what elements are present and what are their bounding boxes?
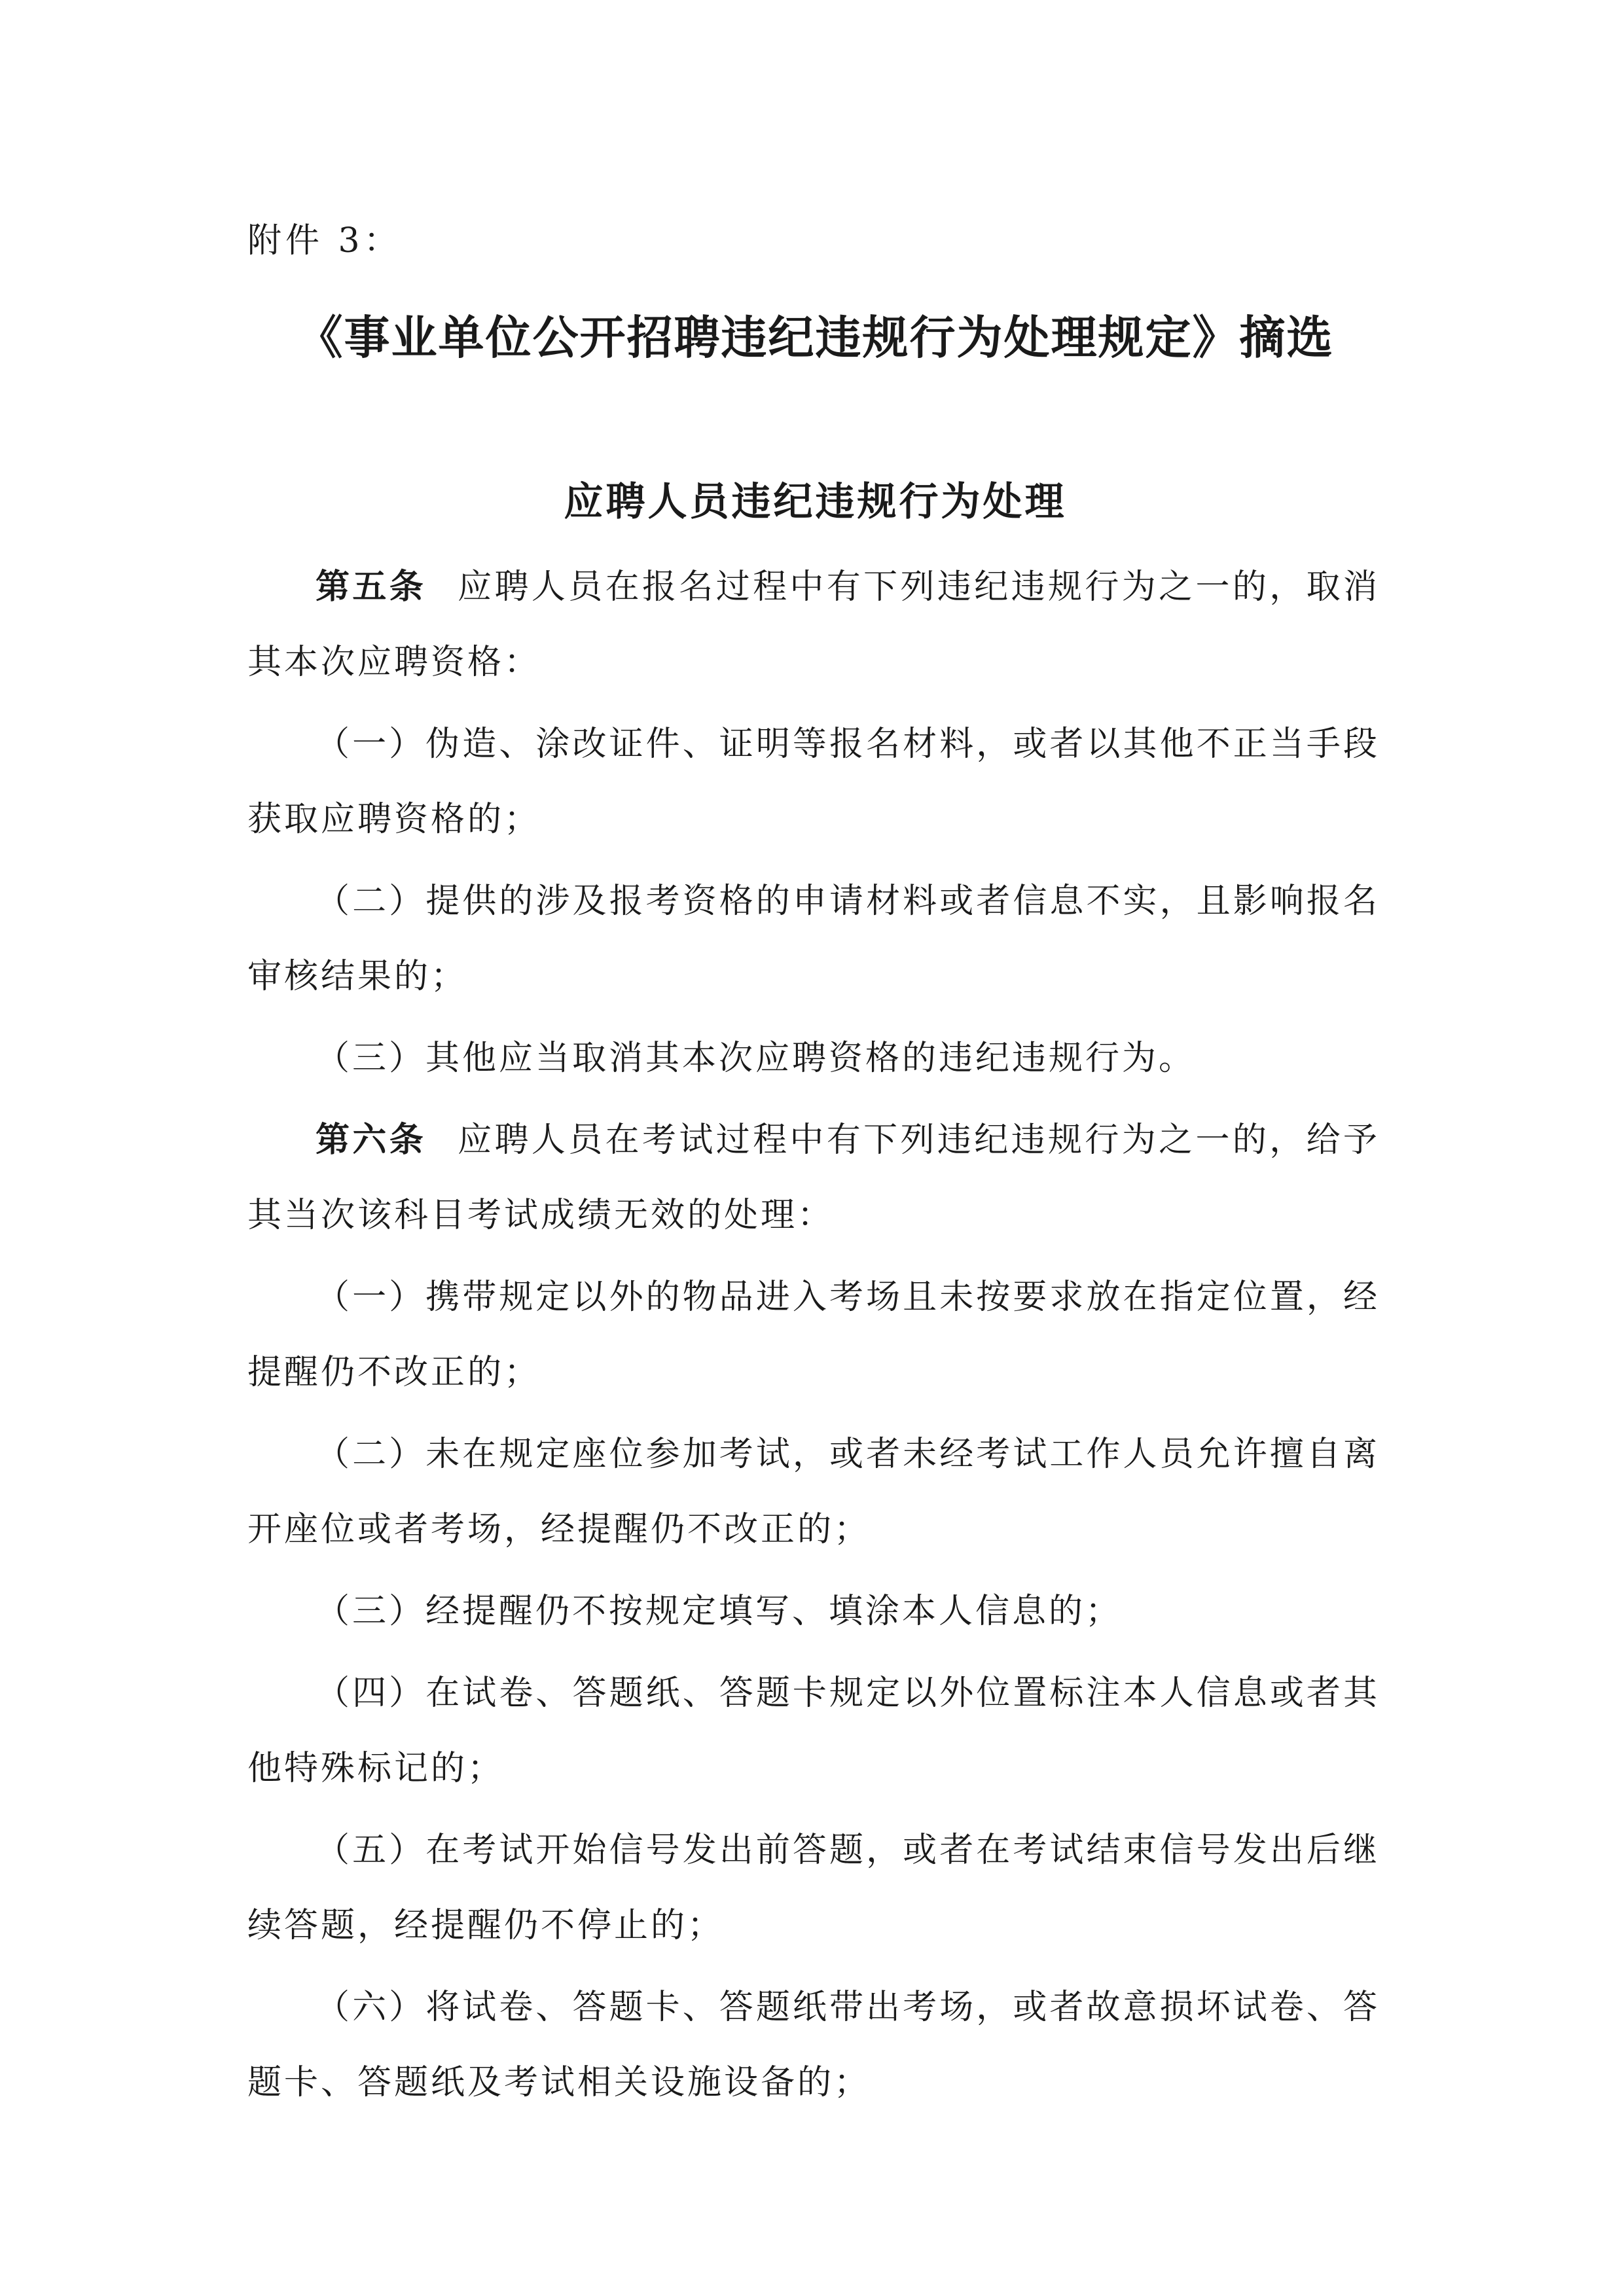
article-6-item-5: （五）在考试开始信号发出前答题，或者在考试结束信号发出后继续答题，经提醒仍不停止的； <box>247 1831 1380 1945</box>
article-6-item-2: （二）未在规定座位参加考试，或者未经考试工作人员允许擅自离开座位或者考场，经提醒仍不改正的； <box>247 1435 1380 1549</box>
document-body <box>247 550 1380 2127</box>
article-6-item-4: （四）在试卷、答题纸、答题卡规定以外位置标注本人信息或者其他特殊标记的； <box>247 1674 1380 1788</box>
document-title: 《事业单位公开招聘违纪违规行为处理规定》摘选 <box>297 311 1334 365</box>
article-5-item-3: （三）其他应当取消其本次应聘资格的违纪违规行为。 <box>316 1039 1196 1078</box>
article-5-paragraph <box>247 550 1380 700</box>
article-6-item-6: （六）将试卷、答题卡、答题纸带出考场，或者故意损坏试卷、答题卡、答题纸及考试相关设施设备的； <box>247 1988 1380 2102</box>
section-title: 应聘人员违纪违规行为处理 <box>564 479 1067 525</box>
article-5-label: 第五条 <box>316 567 427 607</box>
article-6-label: 第六条 <box>316 1121 427 1160</box>
article-6-text: 应聘人员在考试过程中有下列违纪违规行为之一的，给予其当次该科目考试成绩无效的处理： <box>247 1121 1380 1235</box>
article-5-item-2: （二）提供的涉及报考资格的申请材料或者信息不实，且影响报名审核结果的； <box>247 882 1380 996</box>
article-5-item-1: （一）伪造、涂改证件、证明等报名材料，或者以其他不正当手段获取应聘资格的； <box>247 725 1380 839</box>
attachment-label: 附件 3： <box>247 221 402 260</box>
article-6-item-1: （一）携带规定以外的物品进入考场且未按要求放在指定位置，经提醒仍不改正的； <box>247 1278 1380 1392</box>
article-6-paragraph <box>247 1103 1380 1253</box>
article-6-item-3: （三）经提醒仍不按规定填写、填涂本人信息的； <box>316 1592 1123 1631</box>
article-5-text: 应聘人员在报名过程中有下列违纪违规行为之一的，取消其本次应聘资格： <box>247 567 1380 682</box>
